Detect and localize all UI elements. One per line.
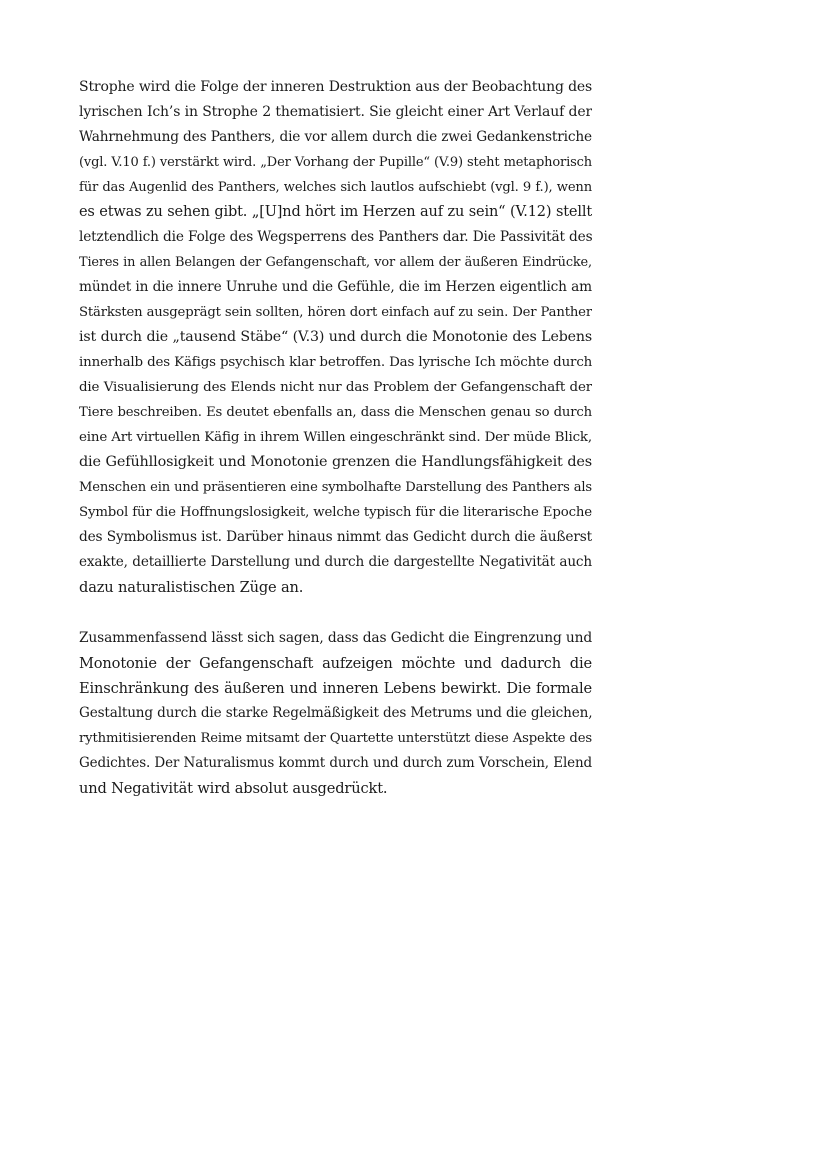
text-line: Monotonie der Gefangenschaft aufzeigen möchte und dadurch die <box>79 655 592 672</box>
text-line: Wahrnehmung des Panthers, die vor allem durch die zwei Gedankenstriche <box>79 129 592 145</box>
text-line: Gedichtes. Der Naturalismus kommt durch und durch zum Vorschein, Elend <box>79 755 592 771</box>
text-line: Menschen ein und präsentieren eine symbolhafte Darstellung des Panthers als <box>79 480 592 495</box>
text-line: eine Art virtuellen Käfig in ihrem Willen eingeschränkt sind. Der müde Blick, <box>79 430 592 445</box>
text-line: Tieres in allen Belangen der Gefangenschaft, vor allem der äußeren Eindrücke, <box>79 255 592 270</box>
text-line: die Gefühllosigkeit und Monotonie grenzen die Handlungsfähigkeit des <box>79 454 592 470</box>
text-line: exakte, detaillierte Darstellung und durch die dargestellte Negativität auch <box>79 554 592 570</box>
text-line: des Symbolismus ist. Darüber hinaus nimmt das Gedicht durch die äußerst <box>79 529 592 545</box>
text-line: lyrischen Ich’s in Strophe 2 thematisiert. Sie gleicht einer Art Verlauf der <box>79 104 592 120</box>
paragraph-conclusion <box>79 626 592 801</box>
text-line: es etwas zu sehen gibt. „[U]nd hört im Herzen auf zu sein“ (V.12) stellt <box>79 204 592 220</box>
text-line: innerhalb des Käfigs psychisch klar betroffen. Das lyrische Ich möchte durch <box>79 355 592 370</box>
text-line: Tiere beschreiben. Es deutet ebenfalls an, dass die Menschen genau so durch <box>79 405 592 420</box>
text-line: letztendlich die Folge des Wegsperrens des Panthers dar. Die Passivität des <box>79 229 592 245</box>
text-line: ist durch die „tausend Stäbe“ (V.3) und durch die Monotonie des Lebens <box>79 329 592 345</box>
text-line: die Visualisierung des Elends nicht nur das Problem der Gefangenschaft der <box>79 380 592 395</box>
text-line: mündet in die innere Unruhe und die Gefühle, die im Herzen eigentlich am <box>79 279 592 295</box>
text-line: und Negativität wird absolut ausgedrückt. <box>79 780 388 797</box>
text-line: Strophe wird die Folge der inneren Destruktion aus der Beobachtung des <box>79 79 592 95</box>
paragraph-analysis <box>79 75 592 600</box>
text-line: Symbol für die Hoffnungslosigkeit, welche typisch für die literarische Epoche <box>79 505 592 520</box>
text-line: für das Augenlid des Panthers, welches sich lautlos aufschiebt (vgl. 9 f.), wenn <box>79 180 592 195</box>
text-line: Zusammenfassend lässt sich sagen, dass das Gedicht die Eingrenzung und <box>79 630 592 646</box>
text-line: (vgl. V.10 f.) verstärkt wird. „Der Vorhang der Pupille“ (V.9) steht metaphorisch <box>79 155 592 170</box>
text-line: Gestaltung durch die starke Regelmäßigkeit des Metrums und die gleichen, <box>79 705 592 721</box>
text-line: Stärksten ausgeprägt sein sollten, hören dort einfach auf zu sein. Der Panther <box>79 305 592 320</box>
text-line: rythmitisierenden Reime mitsamt der Quartette unterstützt diese Aspekte des <box>79 731 592 746</box>
text-line: dazu naturalistischen Züge an. <box>79 579 304 596</box>
text-line: Einschränkung des äußeren und inneren Lebens bewirkt. Die formale <box>79 680 592 697</box>
